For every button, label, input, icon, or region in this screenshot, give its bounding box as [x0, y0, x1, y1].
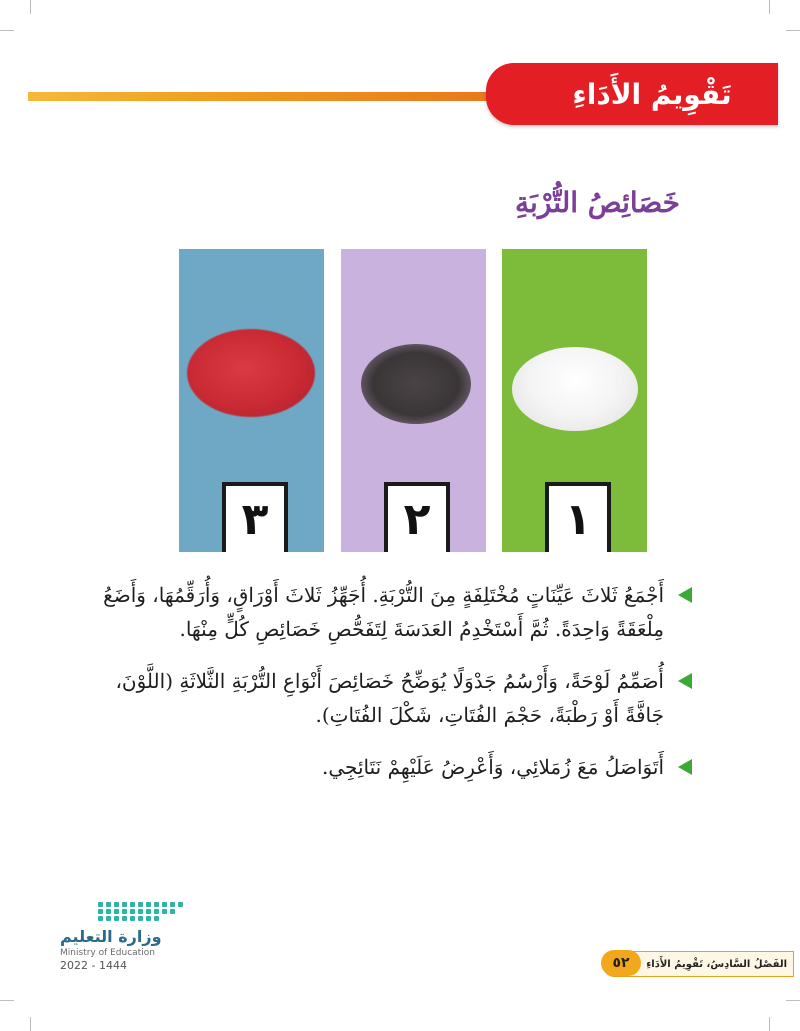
crop-mark [786, 1000, 800, 1001]
section-header [486, 63, 778, 125]
bullet-triangle-icon [678, 673, 692, 689]
page-subtitle: خَصَائِصُ التُّرْبَةِ [515, 186, 680, 219]
bullet-triangle-icon [678, 587, 692, 603]
instruction-text: أُصَمِّمُ لَوْحَةً، وَأَرْسُمُ جَدْوَلًا يُوَضِّحُ خَصَائِصَ أَنْوَاعِ التُّرْبَةِ الثَّلاثَةِ (اللَّوْنَ، جَافَّةً أَوْ رَطْبَةً، حَجْمَ الفُتَاتِ، شَكْلَ الفُتَاتِ). [115, 669, 664, 727]
soil-sample-panel-3 [179, 249, 324, 552]
bullet-triangle-icon [678, 759, 692, 775]
sample-number-label: ٢ [384, 482, 450, 552]
crop-mark [786, 30, 800, 31]
list-item [72, 750, 692, 784]
edition-year: 2022 - 1444 [60, 959, 127, 972]
white-sand-sample [512, 347, 638, 431]
list-item [72, 578, 692, 646]
list-item [72, 664, 692, 732]
instruction-text: أَجْمَعُ ثَلاثَ عَيِّنَاتٍ مُخْتَلِفَةٍ مِنَ التُّرْبَةِ. أُجَهِّزُ ثَلاثَ أَوْرَاقٍ، وَأُرَقِّمُهَا، وَأَضَعُ مِلْعَقَةً وَاحِدَةً. ثُمَّ أَسْتَخْدِمُ العَدَسَةَ لِتَفَحُّصِ خَصَائِصِ كُلٍّ مِنْهَا. [103, 583, 664, 641]
footer-chapter-text: الفَصْلُ السَّادِسُ، تَقْوِيمُ الأَدَاءِ [646, 958, 787, 970]
sample-number-label: ٣ [222, 482, 288, 552]
section-title: تَقْوِيمُ الأَدَاءِ [572, 77, 732, 111]
crop-mark [30, 0, 31, 14]
soil-sample-panel-2 [341, 249, 486, 552]
crop-mark [30, 1017, 31, 1031]
sample-number-label: ١ [545, 482, 611, 552]
logo-dots-icon [98, 902, 190, 921]
red-soil-sample [187, 329, 315, 417]
ministry-name-arabic: وزارة التعليم [60, 927, 162, 946]
page-number: ٥٢ [601, 950, 641, 976]
crop-mark [0, 30, 14, 31]
crop-mark [769, 1017, 770, 1031]
crop-mark [769, 0, 770, 14]
header-rule [28, 92, 508, 101]
instruction-text: أَتَوَاصَلُ مَعَ زُمَلائِي، وَأَعْرِضُ عَلَيْهِمْ نَتَائِجِي. [322, 755, 664, 779]
ministry-logo [60, 902, 190, 972]
crop-mark [0, 1000, 14, 1001]
page-footer [602, 951, 794, 977]
ministry-name-english: Ministry of Education [60, 948, 155, 958]
soil-sample-panel-1 [502, 249, 647, 552]
dark-soil-sample [361, 344, 471, 424]
instruction-list [72, 578, 692, 802]
